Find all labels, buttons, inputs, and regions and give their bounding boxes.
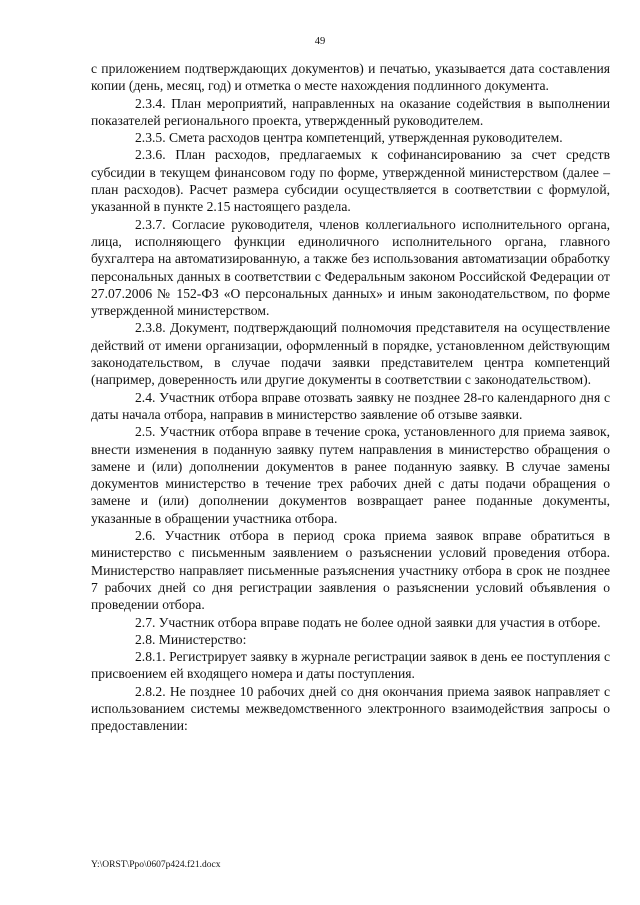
- paragraph-2-3-7: 2.3.7. Согласие руководителя, членов коллегиального исполнительного органа, лица, исполняющего функции единоличного исполнительного органа, главного бухгалтера на автоматизированную, а также без использования автоматизации обработку персональных данных в соответствии с Федеральным законом Российской Федерации от 27.07.2006 № 152-ФЗ «О персональных данных» и иным законодательством, по форме утвержденной министерством.: [91, 216, 610, 319]
- paragraph-2-8: 2.8. Министерство:: [135, 631, 247, 647]
- paragraph-2-3-6: 2.3.6. План расходов, предлагаемых к софинансированию за счет средств субсидии в текущем финансовом году по форме, утвержденной министерством (далее – план расходов). Расчет размера субсидии осуществляется в соответствии с формулой, указанной в пункте 2.15 настоящего раздела.: [91, 147, 610, 215]
- paragraph-2-4: 2.4. Участник отбора вправе отозвать заявку не позднее 28-го календарного дня с даты начала отбора, направив в министерство заявление об отзыве заявки.: [91, 389, 610, 422]
- paragraph-2-7: 2.7. Участник отбора вправе подать не более одной заявки для участия в отборе.: [135, 614, 601, 630]
- paragraph-2-3-5: 2.3.5. Смета расходов центра компетенций, утвержденная руководителем.: [135, 130, 563, 146]
- paragraph-2-6: 2.6. Участник отбора в период срока приема заявок вправе обратиться в министерство с письменным заявлением о разъяснении условий проведения отбора. Министерство направляет письменные разъяснения участнику отбора в срок не позднее 7 рабочих дней со дня регистрации заявления о разъяснении условий объявления о проведении отбора.: [91, 528, 610, 613]
- document-body: [91, 60, 610, 735]
- paragraph-2-3-8: 2.3.8. Документ, подтверждающий полномочия представителя на осуществление действий от имени организации, оформленный в порядке, установленном действующим законодательством, в случае подачи заявки представителем центра компетенций (например, доверенность или другие документы в соответствии с законодательством).: [91, 320, 610, 388]
- footer-file-path: Y:\ORST\Ppo\0607p424.f21.docx: [91, 860, 221, 870]
- paragraph-2-3-4: 2.3.4. План мероприятий, направленных на оказание содействия в выполнении показателей регионального проекта, утвержденный руководителем.: [91, 95, 610, 128]
- paragraph-2-5: 2.5. Участник отбора вправе в течение срока, установленного для приема заявок, внести изменения в поданную заявку путем направления в министерство обращения о замене и (или) дополнении документов в ранее поданную заявку. В случае замены документов министерство в течение трех рабочих дней с даты подачи обращения о замене и (или) дополнении документов возвращает ранее поданные документы, указанные в обращении участника отбора.: [91, 424, 610, 526]
- page-number: 49: [314, 36, 326, 47]
- paragraph-2-8-2: 2.8.2. Не позднее 10 рабочих дней со дня окончания приема заявок направляет с использованием системы межведомственного электронного взаимодействия запросы о предоставлении:: [91, 683, 610, 734]
- paragraph-2-8-1: 2.8.1. Регистрирует заявку в журнале регистрации заявок в день ее поступления с присвоением ей входящего номера и даты поступления.: [91, 649, 610, 682]
- paragraph-continuation: с приложением подтверждающих документов) и печатью, указывается дата составления копии (день, месяц, год) и отметка о месте нахождения подлинного документа.: [91, 61, 610, 94]
